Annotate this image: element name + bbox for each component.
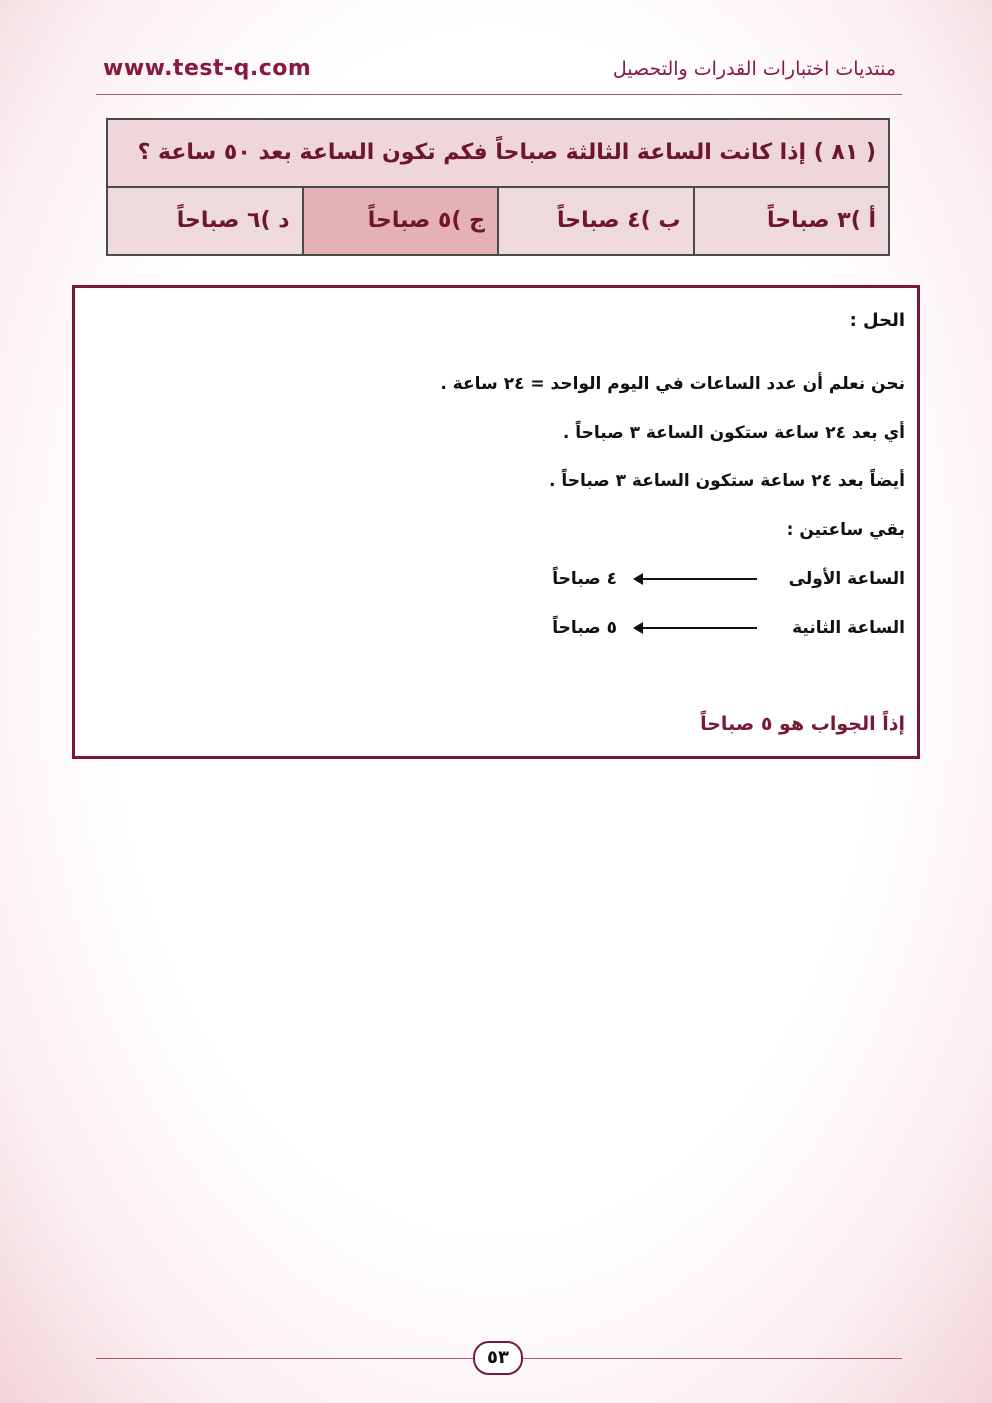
solution-line: أي بعد ٢٤ ساعة ستكون الساعة ٣ صباحاً . [562,423,905,443]
header-title: منتديات اختبارات القدرات والتحصيل [612,58,896,80]
solution-label: الحل : [849,310,905,331]
site-url: www.test-q.com [103,56,312,81]
arrow-left-icon [635,627,757,629]
hour-value: ٥ صباحاً [552,618,617,638]
hour-name: الساعة الثانية [792,618,905,638]
solution-line: بقي ساعتين : [786,520,905,540]
option-d: د )٦ صباحاً [176,208,290,233]
question-table [106,118,890,256]
header-divider [96,94,902,95]
final-answer: إذاً الجواب هو ٥ صباحاً [700,713,905,735]
solution-line: أيضاً بعد ٢٤ ساعة ستكون الساعة ٣ صباحاً . [548,471,905,491]
arrow-left-icon [635,578,757,580]
page-number: ٥٣ [473,1341,523,1375]
solution-box [72,285,920,759]
options-row [108,188,888,254]
hour-row [552,618,905,638]
hour-row [552,569,905,589]
question-text: ( ٨١ ) إذا كانت الساعة الثالثة صباحاً فكم تكون الساعة بعد ٥٠ ساعة ؟ [108,120,888,188]
option-b: ب )٤ صباحاً [497,188,693,254]
option-a: أ )٣ صباحاً [693,188,889,254]
hour-value: ٤ صباحاً [552,569,617,589]
hour-name: الساعة الأولى [788,569,905,589]
solution-line: نحن نعلم أن عدد الساعات في اليوم الواحد = ٢٤ ساعة . [440,374,905,394]
option-c-correct: ج )٥ صباحاً [302,188,498,254]
